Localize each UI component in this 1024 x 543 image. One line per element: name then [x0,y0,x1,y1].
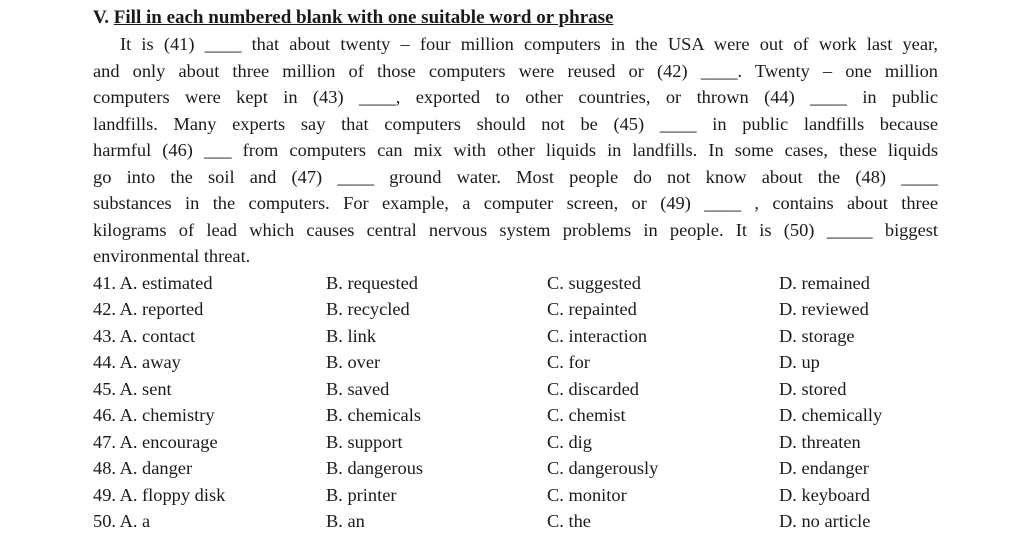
option-a: 43. A. contact [93,326,196,346]
option-b: B. support [326,432,403,452]
passage-line: and only about three million of those computers were reused or (42) ____. Twenty – one million [93,61,938,81]
option-b: B. printer [326,485,397,505]
option-d: D. chemically [779,405,883,425]
passage-line: landfills. Many experts say that computers should not be (45) ____ in public landfills because [93,114,938,134]
option-a: 45. A. sent [93,379,172,399]
section-title: Fill in each numbered blank with one suitable word or phrase [113,7,614,28]
option-b: B. requested [326,273,418,293]
option-d: D. stored [779,379,847,399]
option-b: B. chemicals [326,405,421,425]
option-b: B. an [326,511,365,531]
option-b: B. recycled [326,299,410,319]
option-c: C. suggested [547,273,641,293]
option-d: D. keyboard [779,485,870,505]
passage-line: kilograms of lead which causes central nervous system problems in people. It is (50) _____ biggest [93,220,938,240]
option-d: D. endanger [779,458,869,478]
option-c: C. interaction [547,326,648,346]
passage-line: harmful (46) ___ from computers can mix with other liquids in landfills. In some cases, these liquids [93,140,938,160]
option-c: C. for [547,352,590,372]
option-a: 50. A. a [93,511,151,531]
option-d: D. storage [779,326,855,346]
option-d: D. remained [779,273,870,293]
section-number: V. [93,7,110,28]
passage-line: computers were kept in (43) ____, exported to other countries, or thrown (44) ____ in public [93,87,938,107]
option-d: D. no article [779,511,871,531]
option-c: C. dangerously [547,458,659,478]
passage-line: environmental threat. [93,246,251,266]
option-b: B. link [326,326,377,346]
option-c: C. monitor [547,485,627,505]
option-a: 42. A. reported [93,299,204,319]
option-b: B. dangerous [326,458,424,478]
option-d: D. threaten [779,432,861,452]
option-a: 47. A. encourage [93,432,218,452]
option-c: C. repainted [547,299,637,319]
option-c: C. the [547,511,591,531]
passage-line: It is (41) ____ that about twenty – four million computers in the USA were out of work last year, [120,34,938,54]
option-c: C. discarded [547,379,639,399]
option-a: 46. A. chemistry [93,405,215,425]
passage-line: go into the soil and (47) ____ ground water. Most people do not know about the (48) ____ [93,167,938,187]
passage-line: substances in the computers. For example, a computer screen, or (49) ____ , contains about three [93,193,938,213]
option-b: B. over [326,352,381,372]
section-heading [93,6,613,30]
option-a: 49. A. floppy disk [93,485,226,505]
option-d: D. up [779,352,820,372]
option-d: D. reviewed [779,299,869,319]
option-c: C. dig [547,432,592,452]
option-a: 48. A. danger [93,458,193,478]
option-a: 41. A. estimated [93,273,213,293]
option-a: 44. A. away [93,352,181,372]
option-c: C. chemist [547,405,626,425]
option-b: B. saved [326,379,390,399]
